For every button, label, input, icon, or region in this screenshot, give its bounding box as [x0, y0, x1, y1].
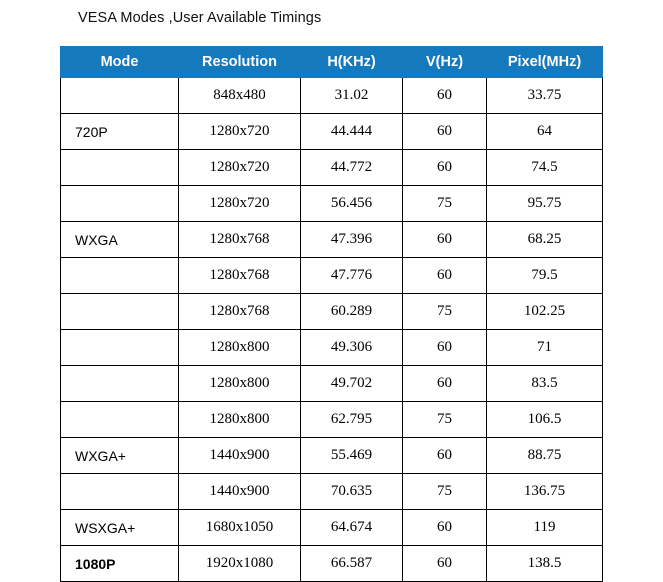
- cell-vhz: 60: [403, 366, 487, 402]
- cell-hkhz: 49.306: [301, 330, 403, 366]
- cell-vhz: 75: [403, 474, 487, 510]
- cell-resolution: 1280x800: [179, 366, 301, 402]
- cell-pixelmhz: 74.5: [487, 150, 603, 186]
- table-body: [61, 78, 603, 582]
- cell-hkhz: 70.635: [301, 474, 403, 510]
- cell-pixelmhz: 138.5: [487, 546, 603, 582]
- cell-vhz: 75: [403, 294, 487, 330]
- cell-mode: [61, 474, 179, 510]
- cell-hkhz: 44.444: [301, 114, 403, 150]
- cell-pixelmhz: 79.5: [487, 258, 603, 294]
- table-row: [61, 186, 603, 222]
- table-row: [61, 258, 603, 294]
- table-header-row: [61, 47, 603, 78]
- cell-hkhz: 47.396: [301, 222, 403, 258]
- cell-pixelmhz: 33.75: [487, 78, 603, 114]
- table-row: [61, 438, 603, 474]
- cell-pixelmhz: 95.75: [487, 186, 603, 222]
- cell-mode: [61, 150, 179, 186]
- cell-pixelmhz: 83.5: [487, 366, 603, 402]
- cell-mode: WXGA: [61, 222, 179, 258]
- cell-mode: [61, 330, 179, 366]
- vesa-modes-table: [60, 46, 603, 582]
- cell-hkhz: 47.776: [301, 258, 403, 294]
- cell-mode: [61, 258, 179, 294]
- cell-pixelmhz: 88.75: [487, 438, 603, 474]
- cell-hkhz: 56.456: [301, 186, 403, 222]
- cell-vhz: 60: [403, 150, 487, 186]
- cell-mode: 720P: [61, 114, 179, 150]
- table-row: [61, 546, 603, 582]
- cell-resolution: 1280x800: [179, 330, 301, 366]
- cell-resolution: 1280x768: [179, 222, 301, 258]
- cell-resolution: 1280x768: [179, 294, 301, 330]
- cell-hkhz: 62.795: [301, 402, 403, 438]
- cell-resolution: 1280x800: [179, 402, 301, 438]
- cell-hkhz: 49.702: [301, 366, 403, 402]
- column-header-hkhz: H(KHz): [301, 47, 403, 78]
- table-row: [61, 114, 603, 150]
- cell-mode: WSXGA+: [61, 510, 179, 546]
- cell-resolution: 1280x720: [179, 186, 301, 222]
- vesa-modes-table-container: [60, 46, 602, 582]
- cell-vhz: 60: [403, 438, 487, 474]
- cell-mode: [61, 78, 179, 114]
- table-row: [61, 330, 603, 366]
- cell-vhz: 60: [403, 330, 487, 366]
- cell-resolution: 1280x720: [179, 150, 301, 186]
- column-header-mode: Mode: [61, 47, 179, 78]
- table-row: [61, 150, 603, 186]
- cell-mode: [61, 186, 179, 222]
- cell-vhz: 60: [403, 114, 487, 150]
- column-header-vhz: V(Hz): [403, 47, 487, 78]
- cell-resolution: 1280x768: [179, 258, 301, 294]
- cell-resolution: 1680x1050: [179, 510, 301, 546]
- cell-hkhz: 44.772: [301, 150, 403, 186]
- cell-pixelmhz: 102.25: [487, 294, 603, 330]
- cell-pixelmhz: 119: [487, 510, 603, 546]
- table-row: [61, 222, 603, 258]
- cell-pixelmhz: 71: [487, 330, 603, 366]
- cell-resolution: 848x480: [179, 78, 301, 114]
- cell-vhz: 60: [403, 78, 487, 114]
- column-header-pixelmhz: Pixel(MHz): [487, 47, 603, 78]
- cell-mode: [61, 366, 179, 402]
- table-row: [61, 294, 603, 330]
- page-title: VESA Modes ,User Available Timings: [78, 10, 322, 26]
- cell-pixelmhz: 106.5: [487, 402, 603, 438]
- cell-hkhz: 31.02: [301, 78, 403, 114]
- cell-vhz: 60: [403, 546, 487, 582]
- cell-mode: [61, 294, 179, 330]
- cell-pixelmhz: 68.25: [487, 222, 603, 258]
- column-header-resolution: Resolution: [179, 47, 301, 78]
- cell-mode: [61, 402, 179, 438]
- cell-mode: WXGA+: [61, 438, 179, 474]
- table-row: [61, 402, 603, 438]
- cell-vhz: 60: [403, 222, 487, 258]
- cell-hkhz: 66.587: [301, 546, 403, 582]
- cell-vhz: 75: [403, 402, 487, 438]
- table-row: [61, 78, 603, 114]
- cell-vhz: 60: [403, 510, 487, 546]
- table-header: [61, 47, 603, 78]
- cell-hkhz: 55.469: [301, 438, 403, 474]
- table-row: [61, 366, 603, 402]
- cell-vhz: 75: [403, 186, 487, 222]
- cell-resolution: 1440x900: [179, 438, 301, 474]
- cell-hkhz: 60.289: [301, 294, 403, 330]
- cell-resolution: 1920x1080: [179, 546, 301, 582]
- cell-resolution: 1280x720: [179, 114, 301, 150]
- cell-pixelmhz: 64: [487, 114, 603, 150]
- cell-resolution: 1440x900: [179, 474, 301, 510]
- cell-hkhz: 64.674: [301, 510, 403, 546]
- cell-vhz: 60: [403, 258, 487, 294]
- cell-pixelmhz: 136.75: [487, 474, 603, 510]
- cell-mode: 1080P: [61, 546, 179, 582]
- table-row: [61, 474, 603, 510]
- table-row: [61, 510, 603, 546]
